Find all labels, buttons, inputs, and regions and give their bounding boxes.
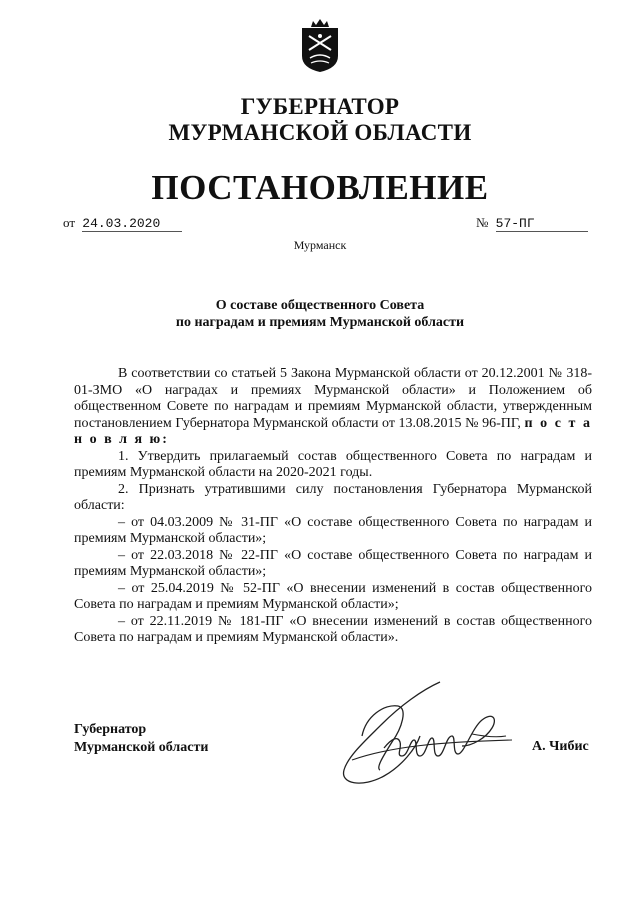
repealed-item-1: – от 04.03.2009 № 31-ПГ «О составе общественного Совета по наградам и премиям Мурманской области»; — [74, 514, 592, 546]
date-value: 24.03.2020 — [82, 217, 182, 232]
signer-position-line1: Губернатор — [74, 722, 147, 737]
document-type: ПОСТАНОВЛЕНИЕ — [151, 168, 489, 207]
preamble-text: В соответствии со статьей 5 Закона Мурманской области от 20.12.2001 № 318-01-ЗМО «О наградах и премиях Мурманской области» и Положением об общественном Совете по наградам и премиям Мурманской области, утвержденным постановлением Губернатора Мурманской области от 13.08.2015 № 96-ПГ, — [74, 366, 592, 431]
date-label: от — [63, 215, 76, 230]
coat-of-arms-icon — [298, 14, 342, 74]
signer-position-line2: Мурманской области — [74, 740, 209, 755]
document-date — [63, 215, 182, 232]
repealed-item-4: – от 22.11.2019 № 181-ПГ «О внесении изменений в состав общественного Совета по наградам и премиям Мурманской области». — [74, 613, 592, 645]
decree-word: п о с т а н о в л я ю: — [74, 415, 592, 447]
subject-line1: О составе общественного Совета — [215, 298, 425, 313]
signer-position — [74, 721, 208, 757]
city: Мурманск — [293, 238, 347, 252]
signer-name: А. Чибис — [532, 739, 589, 754]
subject-line2: по наградам и премиям Мурманской области — [175, 315, 465, 330]
repealed-item-2: – от 22.03.2018 № 22-ПГ «О составе общественного Совета по наградам и премиям Мурманской области»; — [74, 547, 592, 579]
signature-icon — [322, 676, 530, 792]
number-label: № — [476, 215, 489, 230]
document-subject — [0, 297, 640, 331]
item-2: 2. Признать утратившими силу постановления Губернатора Мурманской области: — [74, 481, 592, 513]
authority-name-line2: МУРМАНСКОЙ ОБЛАСТИ — [168, 120, 472, 145]
document-number — [476, 215, 588, 232]
item-1: 1. Утвердить прилагаемый состав общественного Совета по наградам и премиям Мурманской области на 2020-2021 годы. — [74, 448, 592, 480]
repealed-item-3: – от 25.04.2019 № 52-ПГ «О внесении изменений в состав общественного Совета по наградам и премиям Мурманской области»; — [74, 580, 592, 612]
preamble-paragraph — [74, 366, 592, 449]
document-body — [74, 366, 592, 647]
authority-name-line1: ГУБЕРНАТОР — [240, 94, 400, 119]
number-value: 57-ПГ — [496, 217, 588, 232]
